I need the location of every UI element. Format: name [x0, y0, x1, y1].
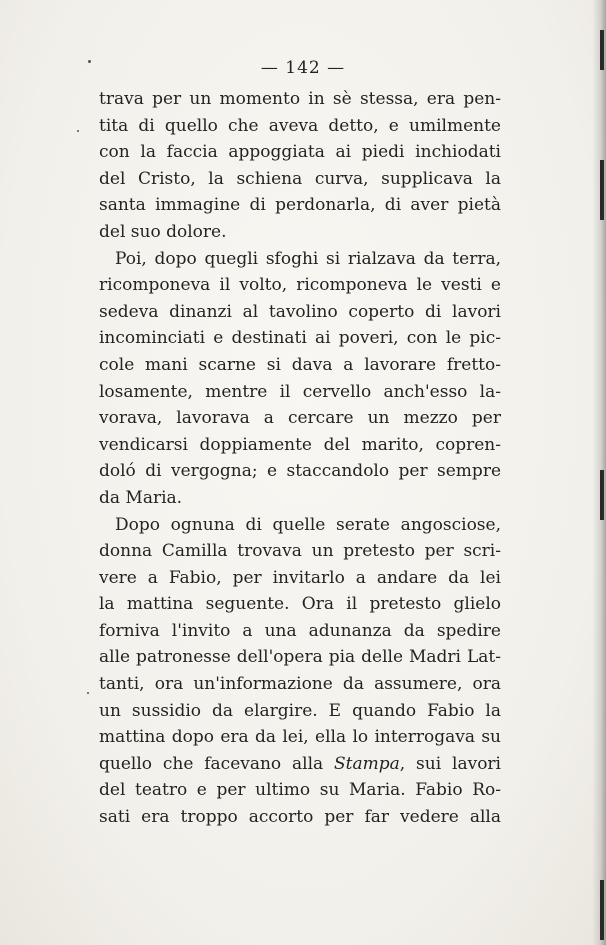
paragraph-1 [99, 86, 501, 246]
text-line: del teatro e per ultimo su Maria. Fabio Ro- [99, 780, 501, 801]
paper-speck [77, 130, 79, 132]
text-line: cole mani scarne si dava a lavorare fretto- [99, 354, 501, 375]
text-line: vere a Fabio, per invitarlo a andare da lei [99, 567, 501, 588]
text-line: quello che facevano alla Stampa, sui lavori [99, 753, 501, 774]
text-line: vorava, lavorava a cercare un mezzo per [99, 408, 501, 429]
binding-mark [600, 880, 604, 940]
text-line: incominciati e destinati ai poveri, con le pic- [99, 328, 501, 349]
text-line: mattina dopo era da lei, ella lo interrogava su [99, 727, 501, 748]
paragraph-2 [99, 246, 501, 512]
text-line: sedeva dinanzi al tavolino coperto di lavori [99, 301, 501, 322]
text-line: alle patronesse dell'opera pia delle Madri Lat- [99, 647, 501, 668]
paper-speck [87, 692, 89, 694]
text-line: del Cristo, la schiena curva, supplicava la [99, 168, 501, 189]
text-line: vendicarsi doppiamente del marito, copren- [99, 434, 501, 455]
text-line: tanti, ora un'informazione da assumere, ora [99, 674, 501, 695]
text-line: del suo dolore. [99, 221, 227, 242]
text-line: losamente, mentre il cervello anch'esso la- [99, 381, 501, 402]
text-line: tita di quello che aveva detto, e umilmente [99, 115, 501, 136]
paragraph-3 [99, 512, 501, 831]
binding-mark [600, 160, 604, 220]
page-number: — 142 — [260, 58, 346, 78]
text-line: santa immagine di perdonarla, di aver pietà [99, 195, 501, 216]
text-line: Dopo ognuna di quelle serate angosciose, [115, 514, 501, 535]
text-line: un sussidio da elargire. E quando Fabio la [99, 700, 501, 721]
text-line: Poi, dopo quegli sfoghi si rialzava da terra, [115, 248, 501, 269]
text-line: con la faccia appoggiata ai piedi inchiodati [99, 142, 501, 163]
text-line: trava per un momento in sè stessa, era pen- [99, 89, 501, 109]
page-body [99, 86, 501, 831]
text-line: la mattina seguente. Ora il pretesto glielo [99, 594, 501, 615]
text-line: donna Camilla trovava un pretesto per scri- [99, 541, 501, 562]
text-line: da Maria. [99, 487, 183, 508]
newspaper-title: Stampa [334, 753, 400, 774]
text-line: sati era troppo accorto per far vedere alla [99, 807, 501, 828]
binding-mark [600, 470, 604, 520]
text-line: forniva l'invito a una adunanza da spedire [99, 620, 501, 641]
text-line: ricomponeva il volto, ricomponeva le vesti e [99, 275, 501, 296]
text-line: doló di vergogna; e staccandolo per sempre [99, 461, 501, 482]
